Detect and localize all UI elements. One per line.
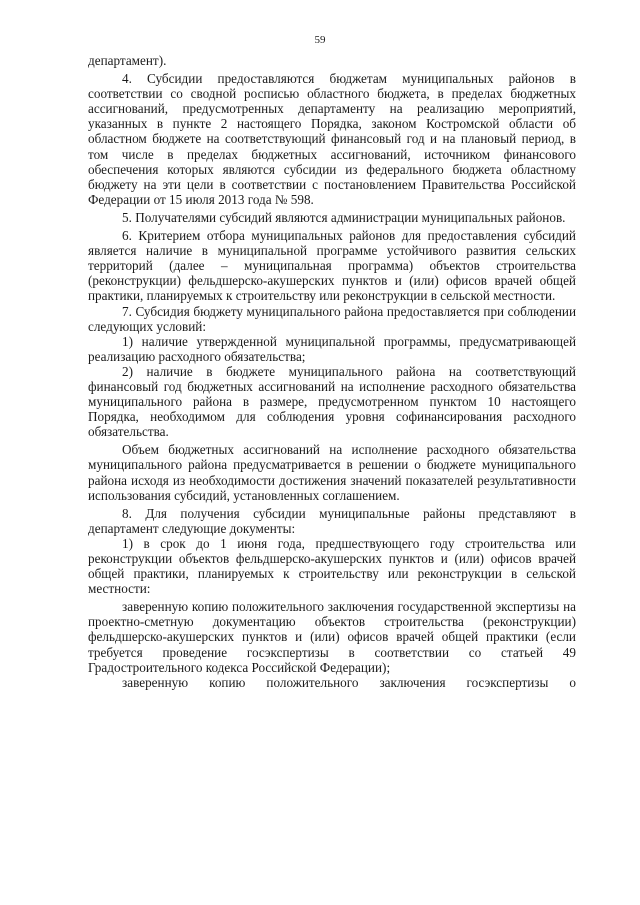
paragraph-clause-8: 8. Для получения субсидии муниципальные районы представляют в департамент следующие документы: [88, 505, 576, 536]
paragraph-clause-6: 6. Критерием отбора муниципальных районов для предоставления субсидий является наличие в муниципальной программе устойчивого развития сельских территорий (далее – муниципальная программа) объектов строительства (реконструкции) фельдшерско-акушерских пунктов и (или) офисов врачей общей практики, планируемых к строительству или реконструкции в сельской местности. [88, 228, 576, 304]
paragraph-clause-7: 7. Субсидия бюджету муниципального района предоставляется при соблюдении следующих условий: [88, 303, 576, 334]
paragraph-budget-volume: Объем бюджетных ассигнований на исполнение расходного обязательства муниципального района предусматривается в решении о бюджете муниципального района исходя из необходимости достижения значений показателей результативности использования субсидий, установленных соглашением. [88, 442, 576, 503]
paragraph-clause-5: 5. Получателями субсидий являются администрации муниципальных районов. [122, 209, 566, 225]
paragraph-expertise-copy: заверенную копию положительного заключения государственной экспертизы на проектно-сметную документацию объектов строительства (реконструкции) фельдшерско-акушерских пунктов и (или) офисов врачей общей практики (если требуется проведение госэкспертизы в соответствии со статьей 49 Градостроительного кодекса Российской Федерации); [88, 599, 576, 675]
paragraph-condition-2: 2) наличие в бюджете муниципального района на соответствующий финансовый год бюджетных ассигнований на исполнение расходного обязательства муниципального района в размере, предусмотренном пунктом 10 настоящего Порядка, необходимом для соблюдения уровня софинансирования расходного обязательства. [88, 363, 576, 440]
paragraph-condition-1: 1) наличие утвержденной муниципальной программы, предусматривающей реализацию расходного обязательства; [88, 333, 576, 364]
document-body [88, 53, 576, 690]
page-number: 59 [314, 34, 326, 46]
paragraph-deadline: 1) в срок до 1 июня года, предшествующего году строительства или реконструкции объектов фельдшерско-акушерских пунктов и (или) офисов врачей общей практики, планируемых к строительству или реконструкции в сельской местности: [88, 535, 576, 597]
paragraph-clause-4: 4. Субсидии предоставляются бюджетам муниципальных районов в соответствии со сводной росписью областного бюджета, в пределах бюджетных ассигнований, предусмотренных департаменту на реализацию мероприятий, указанных в пункте 2 настоящего Порядка, законом Костромской области об областном бюджете на соответствующий финансовый год и на плановый период, в том числе в пределах бюджетных ассигнований, источником финансового обеспечения которых являются субсидии из федерального бюджета областному бюджету на эти цели в соответствии с постановлением Правительства Российской Федерации от 15 июля 2013 года № 598. [88, 71, 576, 207]
paragraph-continuation: департамент). [88, 53, 167, 68]
paragraph-expertise-copy-2: заверенную копию положительного заключения госэкспертизы о [122, 674, 576, 690]
